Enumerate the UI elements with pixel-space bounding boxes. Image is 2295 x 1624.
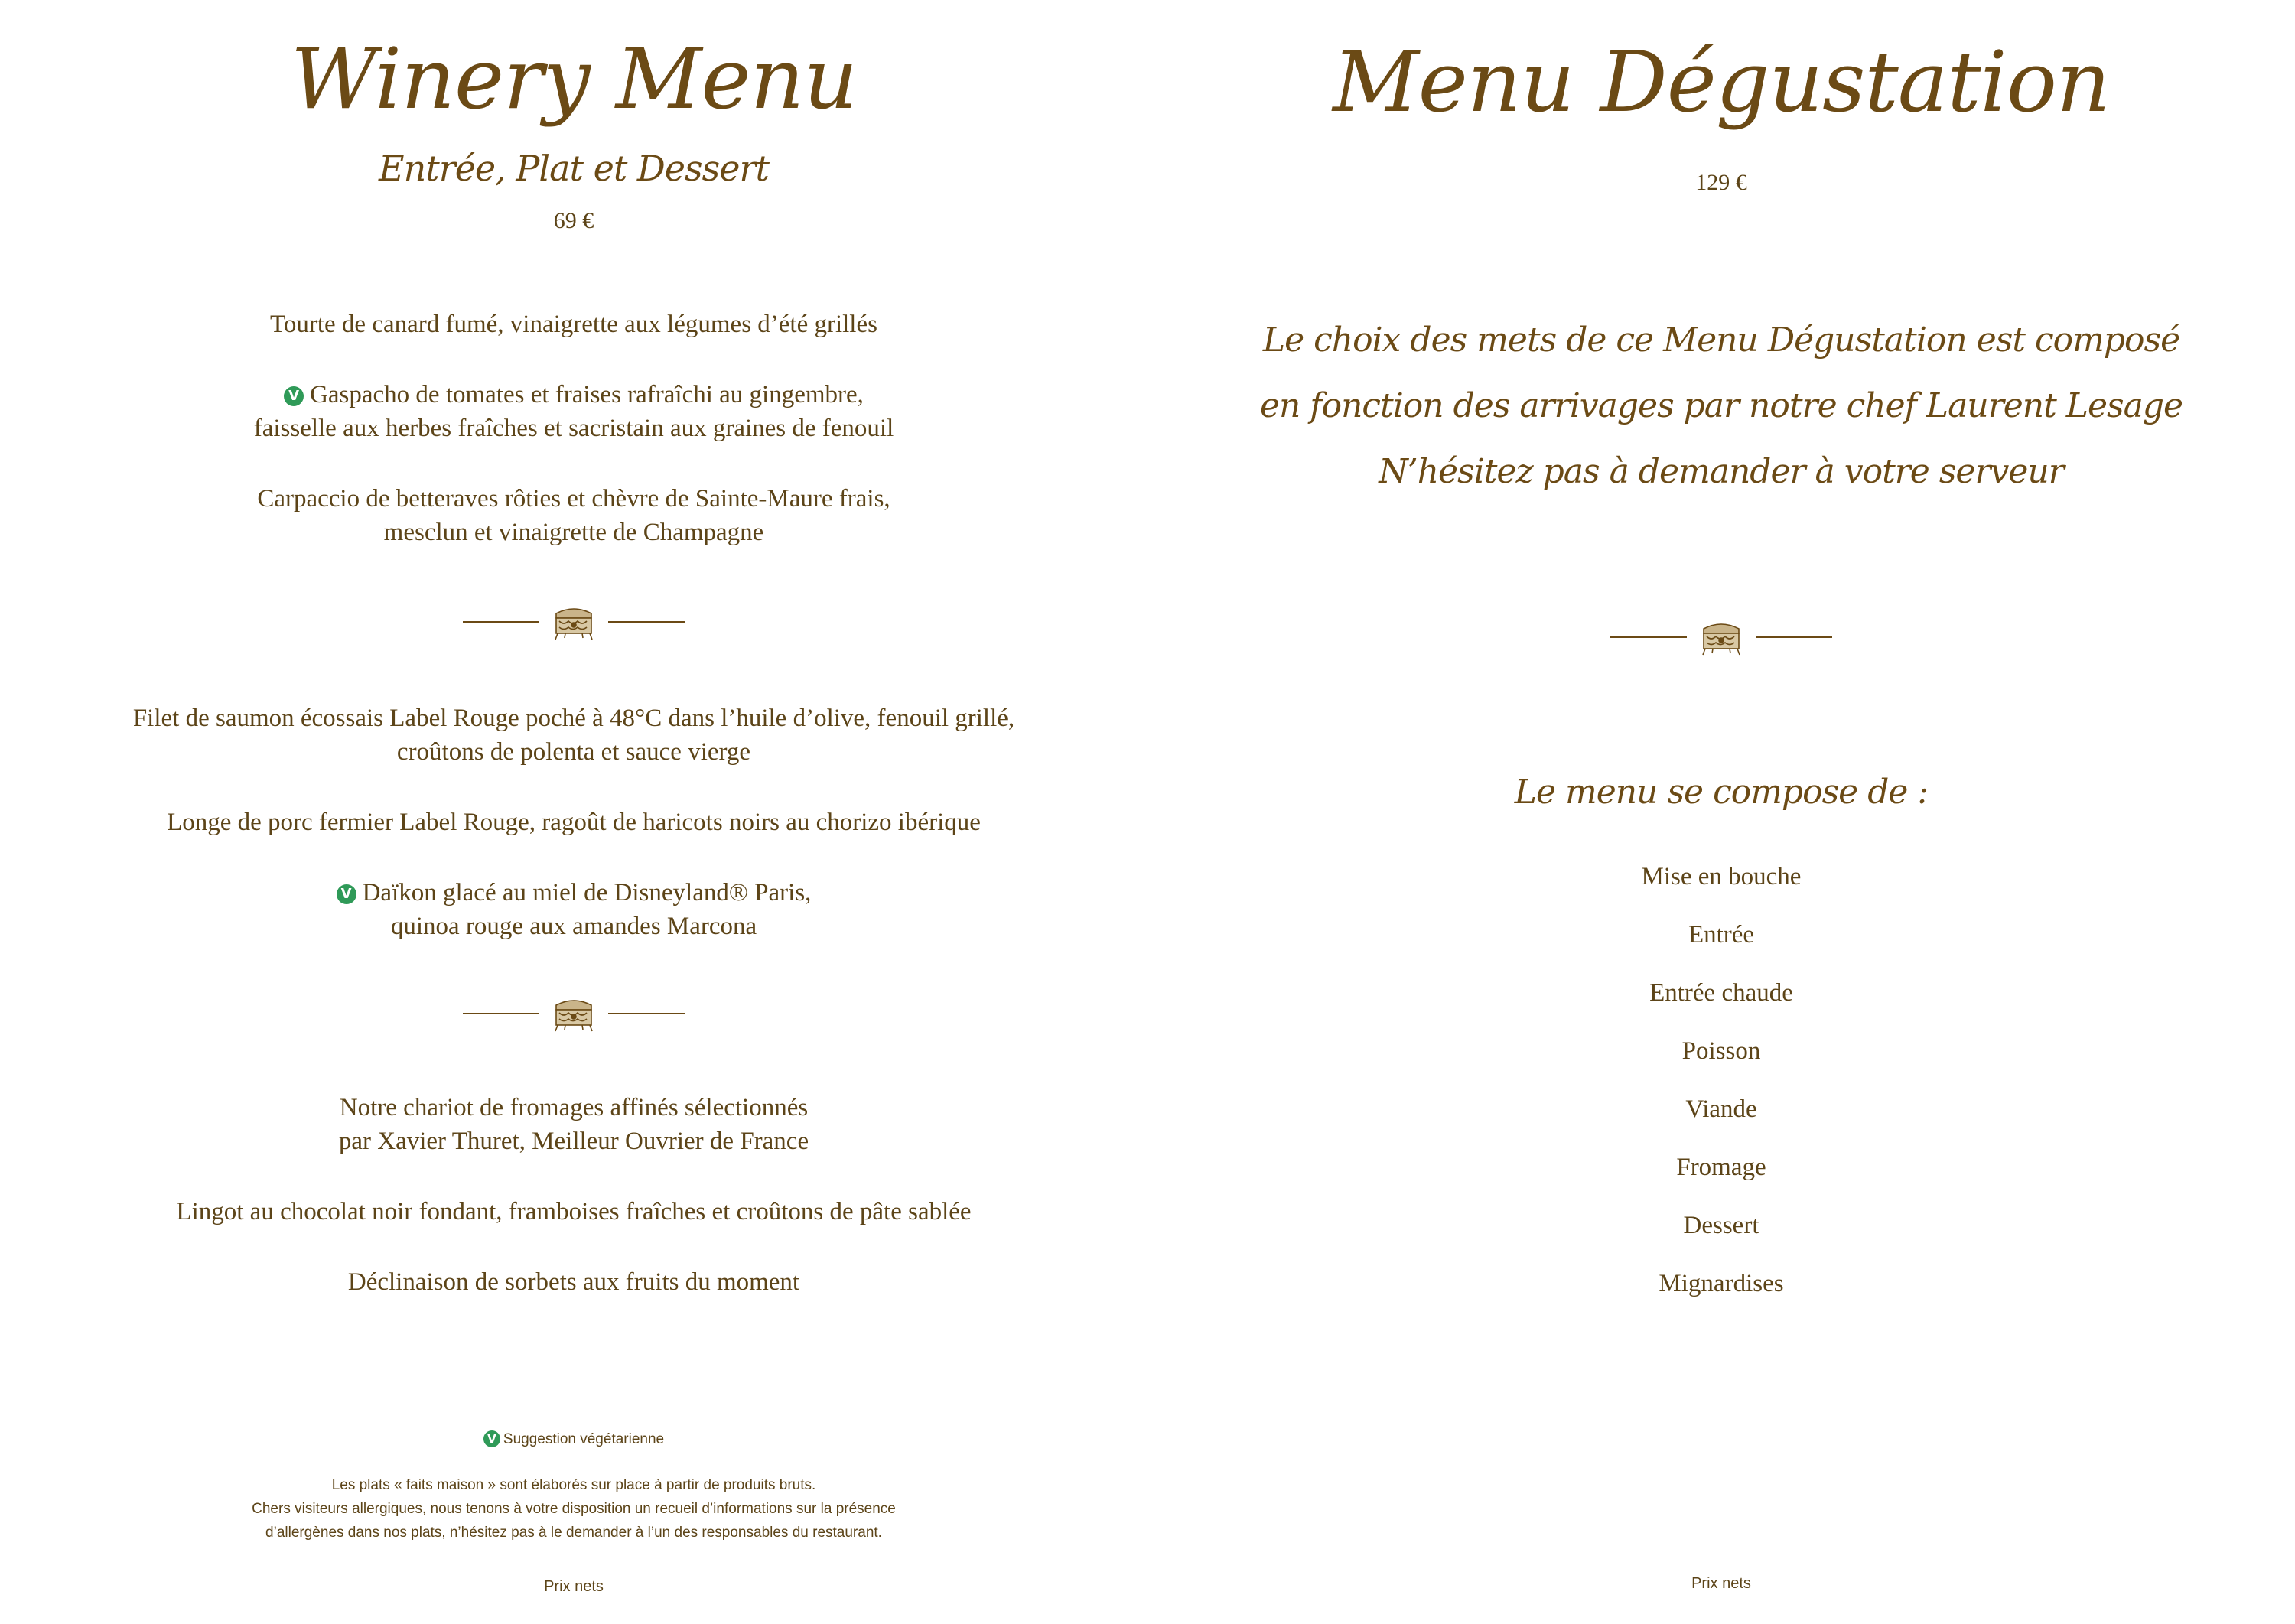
menu-degustation-page <box>1148 0 2295 1624</box>
dish-text: Filet de saumon écossais Label Rouge poché à 48°C dans l’huile d’olive, fenouil grillé, <box>132 705 1015 732</box>
dish-line <box>0 1265 1148 1299</box>
dish-text: Daïkon glacé au miel de Disneyland® Paris, <box>362 879 812 906</box>
chest-ornament-icon <box>1698 618 1745 656</box>
dish-item <box>0 1265 1148 1299</box>
intro-line: en fonction des arrivages par notre chef Laurent Lesage <box>1259 386 2183 425</box>
vegetarian-legend <box>0 1427 1148 1451</box>
chest-ornament-icon <box>550 994 597 1033</box>
menu-price: 129 € <box>1695 170 1747 195</box>
dish-line <box>0 805 1148 839</box>
section-divider <box>0 603 1148 641</box>
course-item: Dessert <box>1683 1212 1760 1239</box>
course-item: Fromage <box>1676 1154 1766 1181</box>
dish-item <box>0 1195 1148 1229</box>
divider-rule <box>463 1013 539 1014</box>
dish-text: Longe de porc fermier Label Rouge, ragoût de haricots noirs au chorizo ibérique <box>167 809 981 836</box>
divider-rule <box>1756 636 1832 638</box>
menu-price: 69 € <box>553 208 594 233</box>
dish-text: mesclun et vinaigrette de Champagne <box>383 519 764 546</box>
dish-line <box>0 308 1148 341</box>
dish-line <box>0 1195 1148 1229</box>
divider-rule <box>463 621 539 623</box>
dish-text: par Xavier Thuret, Meilleur Ouvrier de France <box>338 1128 809 1155</box>
dish-line <box>0 1091 1148 1124</box>
course-item: Viande <box>1685 1095 1757 1123</box>
dish-line <box>0 378 1148 412</box>
tasting-intro <box>1148 308 2295 505</box>
intro-line: Le choix des mets de ce Menu Dégustation est composé <box>1262 321 2180 360</box>
vegetarian-icon: V <box>483 1430 500 1447</box>
mains-section <box>0 701 1148 943</box>
dish-item <box>0 701 1148 769</box>
divider-rule <box>608 1013 685 1014</box>
dish-line <box>0 910 1148 943</box>
dish-text: croûtons de polenta et sauce vierge <box>396 738 751 766</box>
dish-item <box>0 482 1148 549</box>
chest-ornament-icon <box>550 603 597 641</box>
course-item: Mise en bouche <box>1641 863 1802 890</box>
course-item: Entrée chaude <box>1649 979 1793 1007</box>
courses-list <box>1148 848 2295 1313</box>
course-item: Mignardises <box>1659 1270 1784 1297</box>
dish-line <box>0 516 1148 549</box>
dish-text: faisselle aux herbes fraîches et sacristain aux graines de fenouil <box>253 415 894 442</box>
vegetarian-icon: V <box>337 884 356 904</box>
dish-line <box>0 735 1148 769</box>
divider-rule <box>608 621 685 623</box>
dish-item <box>0 308 1148 341</box>
dish-line <box>0 701 1148 735</box>
page-subtitle: Entrée, Plat et Dessert <box>379 148 769 189</box>
prix-nets: Prix nets <box>1691 1575 1751 1592</box>
prix-nets: Prix nets <box>544 1578 604 1595</box>
dish-text: Carpaccio de betteraves rôties et chèvre de Sainte-Maure frais, <box>257 485 890 513</box>
compose-heading: Le menu se compose de : <box>1514 773 1929 812</box>
dish-text: quinoa rouge aux amandes Marcona <box>390 913 757 940</box>
dish-text: Tourte de canard fumé, vinaigrette aux légumes d’été grillés <box>270 311 877 338</box>
vegetarian-legend-text: Suggestion végétarienne <box>503 1431 665 1447</box>
dish-line <box>0 876 1148 910</box>
section-divider <box>1148 618 2295 656</box>
dish-text: Lingot au chocolat noir fondant, framboises fraîches et croûtons de pâte sablée <box>176 1198 972 1225</box>
dish-text: Gaspacho de tomates et fraises rafraîchi au gingembre, <box>310 381 864 408</box>
dish-item <box>0 805 1148 839</box>
intro-line: N’hésitez pas à demander à votre serveur <box>1379 452 2064 491</box>
course-item: Entrée <box>1688 921 1755 949</box>
course-item: Poisson <box>1681 1037 1761 1065</box>
dish-line <box>0 482 1148 516</box>
page-title: Winery Menu <box>290 30 858 128</box>
allergen-notes <box>0 1473 1148 1544</box>
vegetarian-icon: V <box>284 386 304 406</box>
divider-rule <box>1610 636 1687 638</box>
dish-text: Notre chariot de fromages affinés sélectionnés <box>339 1094 809 1121</box>
note-line: d’allergènes dans nos plats, n’hésitez pas à le demander à l’un des responsables du restaurant. <box>265 1525 882 1541</box>
note-line: Les plats « faits maison » sont élaborés sur place à partir de produits bruts. <box>331 1477 816 1493</box>
dish-line <box>0 412 1148 445</box>
dish-item <box>0 1091 1148 1158</box>
dish-item <box>0 876 1148 943</box>
dish-line <box>0 1124 1148 1158</box>
section-divider <box>0 994 1148 1033</box>
desserts-section <box>0 1091 1148 1299</box>
starters-section <box>0 308 1148 549</box>
dish-text: Déclinaison de sorbets aux fruits du moment <box>347 1268 800 1296</box>
dish-item <box>0 378 1148 445</box>
note-line: Chers visiteurs allergiques, nous tenons à votre disposition un recueil d’informations sur la présence <box>252 1501 896 1517</box>
page-title: Menu Dégustation <box>1333 33 2110 131</box>
